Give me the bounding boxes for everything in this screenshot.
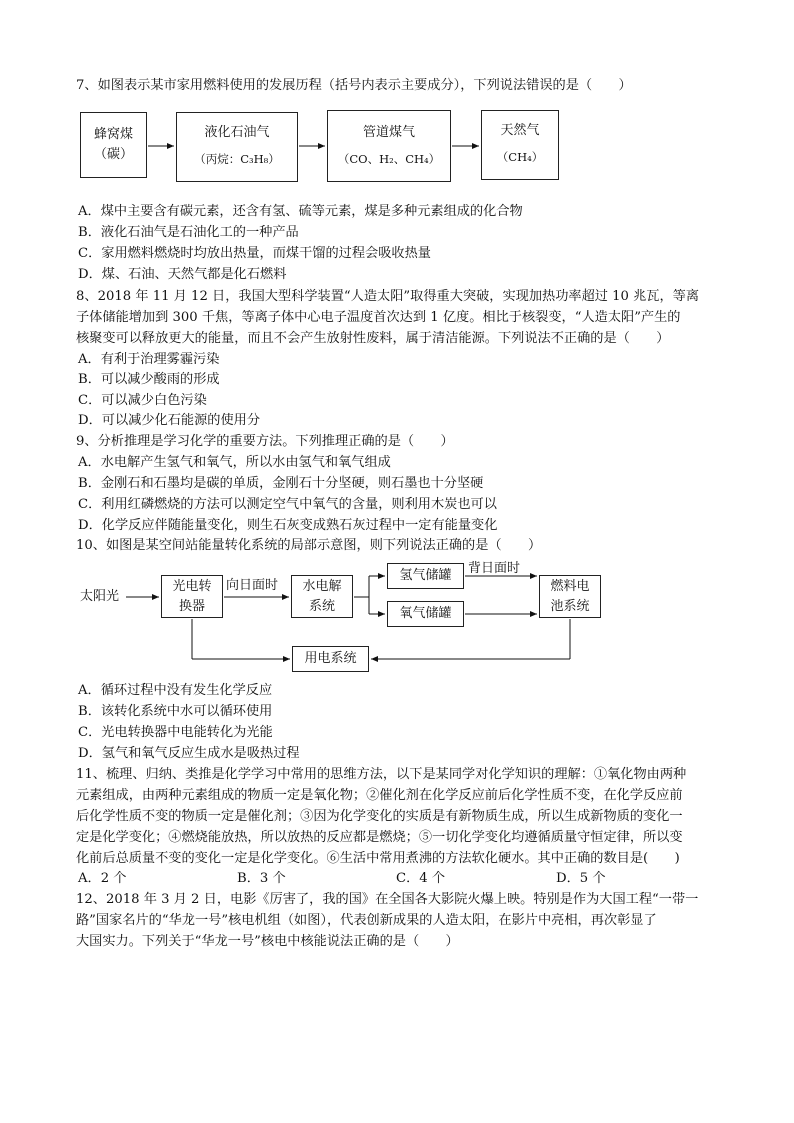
q12-stem-line: 路”国家名片的“华龙一号”核电机组（如图），代表创新成果的人造太阳，在影片中亮相，再次彰显了 — [76, 913, 657, 928]
q10-option-d: D．氢气和氧气反应生成水是吸热过程 — [78, 746, 300, 761]
q11-option-b: B．3 个 — [237, 871, 286, 886]
q9-stem: 9、分析推理是学习化学的重要方法。下列推理正确的是（ ） — [76, 434, 454, 449]
box-line: 燃料电 — [550, 579, 590, 594]
q11-option-d: D．5 个 — [556, 871, 606, 886]
box-line: 换器 — [178, 599, 205, 614]
box-line: 水电解 — [302, 579, 342, 594]
day-side-label: 向日面时 — [226, 578, 279, 593]
q11-option-a: A．2 个 — [78, 871, 127, 886]
q10-option-b: B．该转化系统中水可以循环使用 — [78, 704, 273, 719]
q10-stem: 10、如图是某空间站能量转化系统的局部示意图，则下列说法正确的是（ ） — [76, 538, 542, 553]
q10-option-a: A．循环过程中没有发生化学反应 — [78, 683, 273, 698]
q9-option-d: D．化学反应伴随能量变化，则生石灰变成熟石灰过程中一定有能量变化 — [78, 518, 498, 533]
q9-option-c: C．利用红磷燃烧的方法可以测定空气中氧气的含量，则利用木炭也可以 — [78, 497, 497, 512]
q7-option-d: D．煤、石油、天然气都是化石燃料 — [78, 267, 287, 282]
q11-stem-line: 11、梳理、归纳、类推是化学学习中常用的思维方法，以下是某同学对化学知识的理解：①氧化物由两种 — [76, 767, 687, 782]
flow-box-sub: （CH₄） — [496, 150, 544, 164]
q10-option-c: C．光电转换器中电能转化为光能 — [78, 725, 273, 740]
q9-option-a: A．水电解产生氢气和氧气，所以水由氢气和氧气组成 — [78, 455, 391, 470]
box-line: 光电转 — [172, 579, 212, 594]
night-side-label: 背日面时 — [468, 561, 521, 576]
q7-option-b: B．液化石油气是石油化工的一种产品 — [78, 225, 299, 240]
sunlight-label: 太阳光 — [80, 589, 120, 604]
box-line: 氧气储罐 — [399, 606, 452, 621]
q12-stem-line: 12、2018 年 3 月 2 日，电影《厉害了，我的国》在全国各大影院火爆上映。特别是作为大国工程“一带一 — [76, 892, 699, 907]
q12-stem-line: 大国实力。下列关于“华龙一号”核电中核能说法正确的是（ ） — [76, 934, 459, 949]
box-line: 用电系统 — [304, 651, 357, 666]
q8-stem-line: 子体储能增加到 300 千焦，等离子体中心电子温度首次达到 1 亿度。相比于核裂变，“人造太阳”产生的 — [76, 310, 681, 325]
q11-stem-line: 定是化学变化；④燃烧能放热，所以放热的反应都是燃烧；⑤一切化学变化均遵循质量守恒定律，所以变 — [76, 830, 683, 845]
q8-option-a: A．有利于治理雾霾污染 — [78, 352, 220, 367]
q7-option-c: C．家用燃料燃烧时均放出热量，而煤干馏的过程会吸收热量 — [78, 246, 431, 261]
flow-box-sub: （CO、H₂、CH₄） — [337, 152, 441, 166]
q7-stem: 7、如图表示某市家用燃料使用的发展历程（括号内表示主要成分），下列说法错误的是（ ） — [76, 78, 632, 93]
flow-box-title: 液化石油气 — [204, 125, 270, 140]
flow-box-title: 天然气 — [500, 123, 540, 138]
q8-stem-line: 核聚变可以释放更大的能量，而且不会产生放射性废料，属于清洁能源。下列说法不正确的是（ ） — [76, 331, 670, 346]
q11-stem-line: 元素组成，由两种元素组成的物质一定是氧化物；②催化剂在化学反应前后化学性质不变，在化学反应前 — [76, 788, 683, 803]
q8-option-d: D．可以减少化石能源的使用分 — [78, 413, 261, 428]
q8-stem-line: 8、2018 年 11 月 12 日，我国大型科学装置“人造太阳”取得重大突破，实现加热功率超过 10 兆瓦，等离 — [76, 289, 700, 304]
box-line: 系统 — [308, 599, 335, 614]
box-line: 池系统 — [550, 599, 590, 614]
flow-box-title: 蜂窝煤 — [93, 127, 133, 142]
q9-option-b: B．金刚石和石墨均是碳的单质，金刚石十分坚硬，则石墨也十分坚硬 — [78, 476, 484, 491]
q8-option-c: C．可以减少白色污染 — [78, 393, 207, 408]
q11-option-c: C．4 个 — [396, 871, 446, 886]
flow-box-sub: （碳） — [93, 147, 133, 162]
q7-option-a: A．煤中主要含有碳元素，还含有氢、硫等元素，煤是多种元素组成的化合物 — [78, 204, 523, 219]
q8-option-b: B．可以减少酸雨的形成 — [78, 372, 220, 387]
box-line: 氢气储罐 — [399, 568, 452, 583]
q11-stem-line: 后化学性质不变的物质一定是催化剂；③因为化学变化的实质是有新物质生成，所以生成新物质的变化一 — [76, 809, 683, 824]
flow-box-sub: （丙烷：C₃H₈） — [194, 152, 280, 166]
flow-box-title: 管道煤气 — [362, 125, 415, 140]
q11-stem-line: 化前后总质量不变的变化一定是化学变化。⑥生活中常用煮沸的方法软化硬水。其中正确的数目是( ) — [76, 851, 680, 866]
